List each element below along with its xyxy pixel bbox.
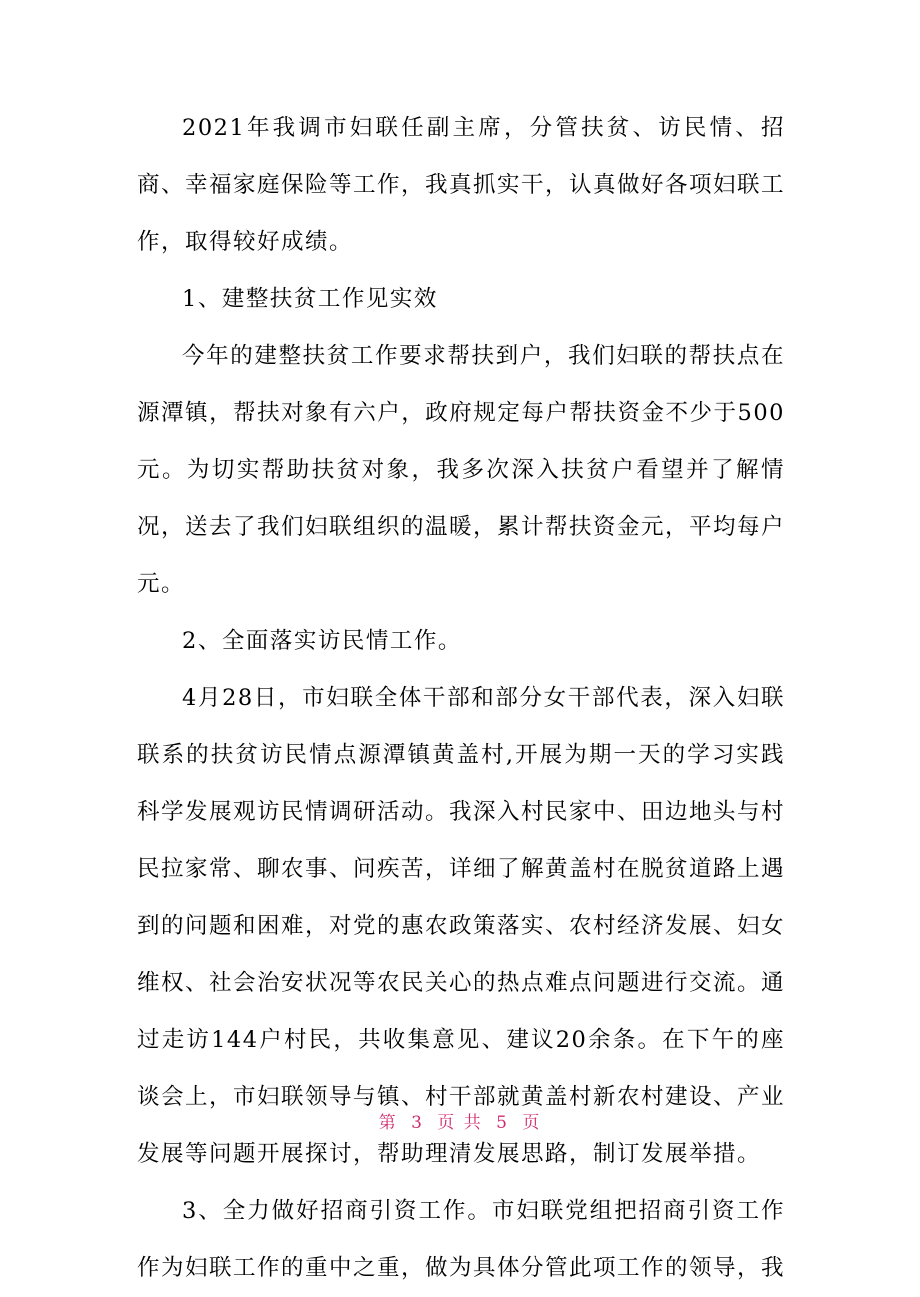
paragraph-poverty-alleviation: 今年的建整扶贫工作要求帮扶到户，我们妇联的帮扶点在源潭镇，帮扶对象有六户，政府规定每户帮扶资金不少于500元。为切实帮助扶贫对象，我多次深入扶贫户看望并了解情况，送去了我们妇联组织的温暖，累计帮扶资金元，平均每户元。: [137, 343, 786, 597]
footer-middle: 页 共: [437, 1113, 483, 1133]
paragraph-investment: 3、全力做好招商引资工作。市妇联党组把招商引资工作作为妇联工作的重中之重，做为具体分管此项工作的领导，我: [137, 1198, 786, 1281]
paragraph-visit-people: 4月28日，市妇联全体干部和部分女干部代表，深入妇联联系的扶贫访民情点源潭镇黄盖村,开展为期一天的学习实践科学发展观访民情调研活动。我深入村民家中、田边地头与村民拉家常、聊农事、问疾苦，详细了解黄盖村在脱贫道路上遇到的问题和困难，对党的惠农政策落实、农村经济发展、妇女维权、社会治安状况等农民关心的热点难点问题进行交流。通过走访144户村民，共收集意见、建议20余条。在下午的座谈会上，市妇联领导与镇、村干部就黄盖村新农村建设、产业发展等问题开展探讨，帮助理清发展思路，制订发展举措。: [137, 685, 786, 1167]
paragraph-intro: 2021年我调市妇联任副主席，分管扶贫、访民情、招商、幸福家庭保险等工作，我真抓实干，认真做好各项妇联工作，取得较好成绩。: [137, 115, 786, 255]
heading-poverty-alleviation: 1、建整扶贫工作见实效: [182, 286, 438, 312]
footer-suffix: 页: [522, 1113, 542, 1133]
heading-visit-people: 2、全面落实访民情工作。: [182, 628, 462, 654]
page-footer: [0, 1108, 920, 1133]
footer-total-pages: 5: [496, 1113, 509, 1133]
footer-current-page: 3: [411, 1113, 424, 1133]
footer-prefix: 第: [378, 1113, 398, 1133]
